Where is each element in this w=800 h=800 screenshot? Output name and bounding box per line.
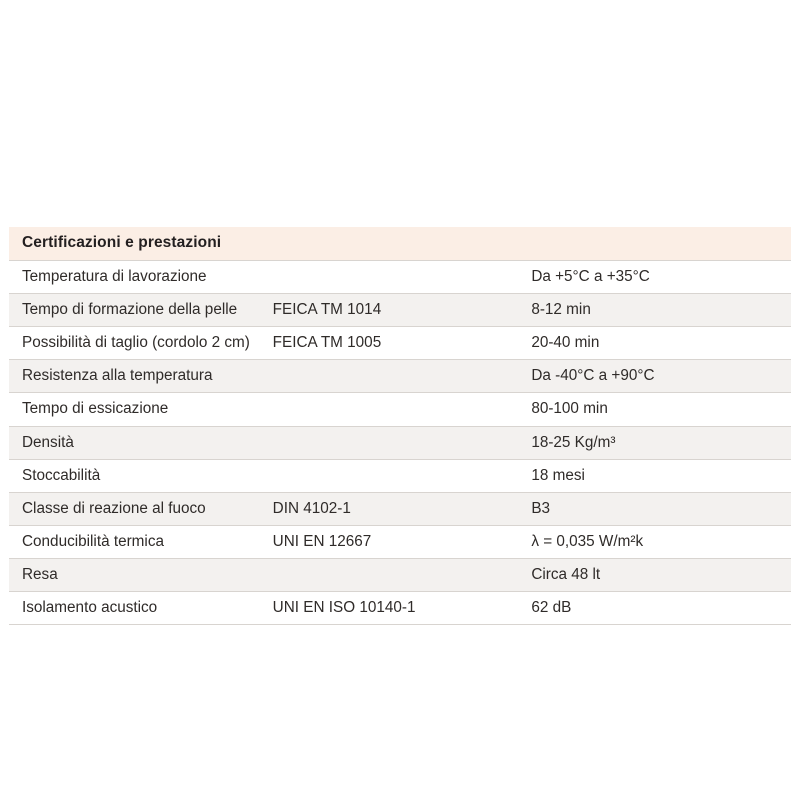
table-row (9, 294, 791, 327)
certifications-table (9, 227, 791, 625)
spec-value (530, 393, 791, 426)
spec-norm (270, 459, 531, 492)
spec-norm (270, 393, 531, 426)
spec-norm-text: UNI EN 12667 (272, 532, 372, 550)
spec-value (530, 360, 791, 393)
table-row (9, 393, 791, 426)
spec-value (530, 327, 791, 360)
spec-value (530, 459, 791, 492)
table-row (9, 261, 791, 294)
spec-value-text: 20-40 min (531, 334, 600, 352)
spec-norm (270, 592, 531, 625)
spec-label: Resistenza alla temperatura (9, 360, 270, 393)
table-row (9, 558, 791, 591)
spec-label: Temperatura di lavorazione (9, 261, 270, 294)
spec-norm (270, 327, 531, 360)
table-row (9, 459, 791, 492)
spec-norm-text: UNI EN ISO 10140-1 (272, 599, 416, 617)
spec-value-text: 62 dB (531, 599, 572, 617)
spec-norm (270, 426, 531, 459)
spec-value (530, 592, 791, 625)
spec-label: Conducibilità termica (9, 525, 270, 558)
spec-value (530, 261, 791, 294)
table-row (9, 592, 791, 625)
spec-value (530, 558, 791, 591)
spec-value-text: Da -40°C a +90°C (531, 367, 655, 385)
spec-norm-text: FEICA TM 1005 (272, 334, 382, 352)
spec-norm (270, 492, 531, 525)
table-body (9, 261, 791, 625)
spec-norm-text: FEICA TM 1014 (272, 301, 382, 319)
spec-value-text: 18-25 Kg/m³ (531, 433, 616, 451)
spec-label: Classe di reazione al fuoco (9, 492, 270, 525)
spec-value (530, 426, 791, 459)
table-row (9, 525, 791, 558)
spec-norm (270, 261, 531, 294)
spec-value (530, 525, 791, 558)
table-row (9, 492, 791, 525)
spec-label: Stoccabilità (9, 459, 270, 492)
spec-value-text: 80-100 min (531, 400, 608, 418)
spec-value-text: Da +5°C a +35°C (531, 268, 650, 285)
spec-value-text: λ = 0,035 W/m²k (531, 532, 644, 550)
table-row (9, 327, 791, 360)
spec-value (530, 492, 791, 525)
table-row (9, 360, 791, 393)
table-head (9, 227, 791, 261)
spec-label: Possibilità di taglio (cordolo 2 cm) (9, 327, 270, 360)
spec-norm (270, 558, 531, 591)
spec-norm-text: DIN 4102-1 (272, 499, 351, 517)
spec-value-text: 8-12 min (531, 301, 591, 319)
spec-label: Isolamento acustico (9, 592, 270, 625)
spec-label: Tempo di formazione della pelle (9, 294, 270, 327)
spec-norm (270, 294, 531, 327)
spec-label: Densità (9, 426, 270, 459)
table-row (9, 426, 791, 459)
spec-value-text: B3 (531, 499, 551, 517)
table-title: Certificazioni e prestazioni (9, 227, 791, 261)
spec-norm (270, 360, 531, 393)
spec-value-text: 18 mesi (531, 466, 585, 484)
table-header-row (9, 227, 791, 261)
spec-value-text: Circa 48 lt (531, 565, 601, 583)
spec-value (530, 294, 791, 327)
spec-label: Tempo di essicazione (9, 393, 270, 426)
spec-norm (270, 525, 531, 558)
spec-label: Resa (9, 558, 270, 591)
